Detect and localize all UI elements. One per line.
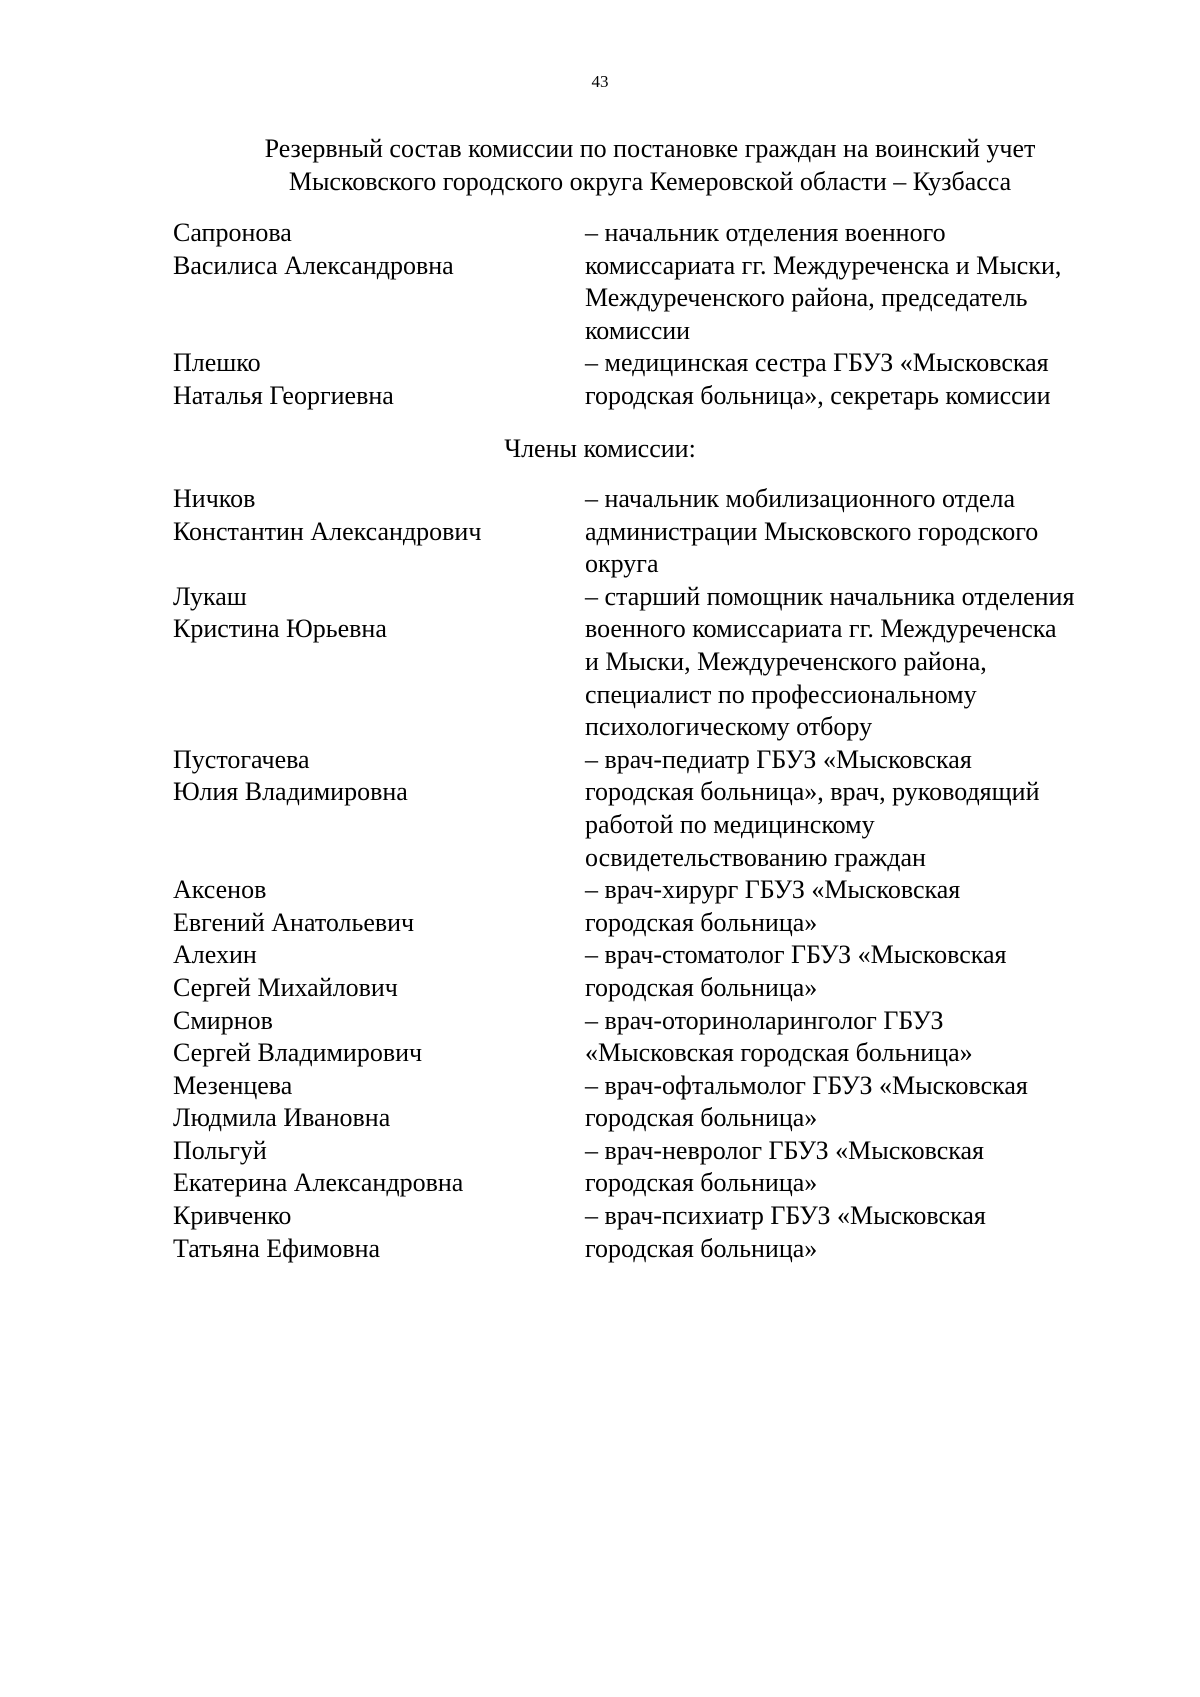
committee-entry xyxy=(0,1070,1200,1135)
person-given-names: Людмила Ивановна xyxy=(173,1103,391,1133)
person-surname: Польгуй xyxy=(173,1135,267,1165)
role-line: – врач-психиатр ГБУЗ «Мысковская xyxy=(585,1201,986,1231)
role-line: городская больница» xyxy=(585,972,818,1002)
page-number: 43 xyxy=(591,72,609,91)
role-line: освидетельствованию граждан xyxy=(585,842,926,872)
role-line: округа xyxy=(585,549,659,579)
person-role xyxy=(585,581,1135,744)
person-given-names: Сергей Владимирович xyxy=(173,1038,423,1068)
role-line: – врач-офтальмолог ГБУЗ «Мысковская xyxy=(585,1070,1028,1100)
role-line: комиссариата гг. Междуреченска и Мыски, xyxy=(585,250,1062,280)
person-name xyxy=(173,1200,553,1265)
role-line: городская больница» xyxy=(585,1168,818,1198)
role-line: – врач-педиатр ГБУЗ «Мысковская xyxy=(585,744,972,774)
role-line: – начальник отделения военного xyxy=(585,218,946,247)
role-line: – врач-невролог ГБУЗ «Мысковская xyxy=(585,1135,985,1165)
person-role xyxy=(585,874,1135,939)
person-role xyxy=(585,1200,1135,1265)
committee-entry xyxy=(0,744,1200,874)
role-line: и Мыски, Междуреченского района, xyxy=(585,646,987,676)
person-name xyxy=(173,1070,553,1135)
title-line-1: Резервный состав комиссии по постановке граждан на воинский учет xyxy=(264,134,1036,163)
person-given-names: Константин Александрович xyxy=(173,516,482,546)
person-role xyxy=(585,744,1135,874)
person-name xyxy=(173,217,553,282)
person-name xyxy=(173,347,553,412)
person-given-names: Екатерина Александровна xyxy=(173,1168,464,1198)
person-surname: Аксенов xyxy=(173,875,267,905)
committee-entry xyxy=(0,217,1200,347)
person-name xyxy=(173,483,553,548)
person-role xyxy=(585,483,1135,581)
committee-entry xyxy=(0,874,1200,939)
committee-entry xyxy=(0,483,1200,581)
role-line: администрации Мысковского городского xyxy=(585,516,1039,546)
role-line: – медицинская сестра ГБУЗ «Мысковская xyxy=(585,348,1049,378)
person-name xyxy=(173,1135,553,1200)
members-heading: Члены комиссии: xyxy=(504,434,696,463)
leadership-list xyxy=(0,217,1200,413)
person-surname: Ничков xyxy=(173,484,256,513)
person-name xyxy=(173,939,553,1004)
role-line: «Мысковская городская больница» xyxy=(585,1038,973,1068)
person-role xyxy=(585,1005,1135,1070)
person-given-names: Евгений Анатольевич xyxy=(173,907,415,937)
person-role xyxy=(585,1070,1135,1135)
role-line: работой по медицинскому xyxy=(585,809,875,839)
person-role xyxy=(585,217,1135,347)
title-line-2: Мысковского городского округа Кемеровской области – Кузбасса xyxy=(288,167,1012,196)
person-given-names: Василиса Александровна xyxy=(173,250,454,280)
role-line: городская больница», секретарь комиссии xyxy=(585,380,1051,410)
person-role xyxy=(585,1135,1135,1200)
person-name xyxy=(173,874,553,939)
person-name xyxy=(173,744,553,809)
role-line: психологическому отбору xyxy=(585,712,873,742)
committee-entry xyxy=(0,1135,1200,1200)
person-surname: Лукаш xyxy=(173,581,247,611)
role-line: городская больница» xyxy=(585,1103,818,1133)
document-title xyxy=(130,132,1170,198)
person-surname: Пустогачева xyxy=(173,744,310,774)
role-line: городская больница» xyxy=(585,1233,818,1263)
role-line: комиссии xyxy=(585,315,691,345)
person-role xyxy=(585,939,1135,1004)
person-given-names: Татьяна Ефимовна xyxy=(173,1233,381,1263)
person-surname: Плешко xyxy=(173,348,261,378)
role-line: – старший помощник начальника отделения xyxy=(585,581,1075,611)
role-line: – врач-оториноларинголог ГБУЗ xyxy=(585,1005,944,1035)
committee-entry xyxy=(0,1005,1200,1070)
role-line: – врач-хирург ГБУЗ «Мысковская xyxy=(585,875,961,905)
role-line: военного комиссариата гг. Междуреченска xyxy=(585,614,1057,644)
committee-entry xyxy=(0,581,1200,744)
person-surname: Мезенцева xyxy=(173,1070,293,1100)
role-line: городская больница», врач, руководящий xyxy=(585,777,1040,807)
committee-entry xyxy=(0,1200,1200,1265)
members-list xyxy=(0,483,1200,1265)
person-surname: Кривченко xyxy=(173,1201,292,1231)
person-surname: Алехин xyxy=(173,940,257,970)
role-line: – врач-стоматолог ГБУЗ «Мысковская xyxy=(585,940,1007,970)
person-surname: Сапронова xyxy=(173,218,292,247)
role-line: – начальник мобилизационного отдела xyxy=(585,484,1015,513)
person-role xyxy=(585,347,1135,412)
person-name xyxy=(173,581,553,646)
role-line: специалист по профессиональному xyxy=(585,679,977,709)
role-line: городская больница» xyxy=(585,907,818,937)
person-given-names: Сергей Михайлович xyxy=(173,972,398,1002)
person-surname: Смирнов xyxy=(173,1005,273,1035)
committee-entry xyxy=(0,347,1200,412)
person-given-names: Наталья Георгиевна xyxy=(173,380,394,410)
role-line: Междуреченского района, председатель xyxy=(585,283,1028,313)
person-given-names: Юлия Владимировна xyxy=(173,777,408,807)
person-given-names: Кристина Юрьевна xyxy=(173,614,387,644)
person-name xyxy=(173,1005,553,1070)
committee-entry xyxy=(0,939,1200,1004)
